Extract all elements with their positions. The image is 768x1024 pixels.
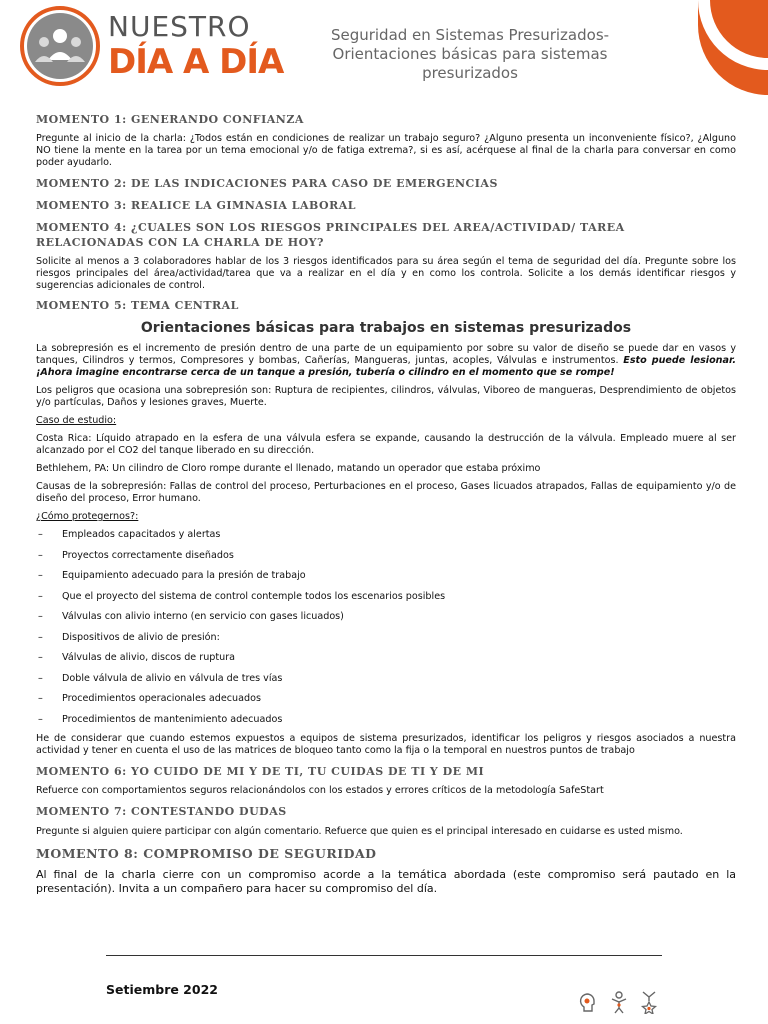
main-content xyxy=(36,110,736,896)
moment-6-title: MOMENTO 6: YO CUIDO DE MI Y DE TI, TU CUIDAS DE TI Y DE MI xyxy=(36,764,485,778)
moment-4-title: MOMENTO 4: ¿CUALES SON LOS RIESGOS PRINCIPALES DEL AREA/ACTIVIDAD/ TAREA RELACIONADAS CON LA CHARLA DE HOY? xyxy=(36,221,625,249)
list-item: – Procedimientos de mantenimiento adecuados xyxy=(36,714,736,726)
closing-consideration: He de considerar que cuando estemos expuestos a equipos de sistema presurizados, identificar los peligros y riesgos asociados a nuestra actividad y tener en cuenta el uso de las matrices de bloqueo tanto como la fija o la temporal en nuestros puntos de trabajo xyxy=(36,732,736,756)
moment-3-title: MOMENTO 3: REALICE LA GIMNASIA LABORAL xyxy=(36,199,357,212)
protection-label: ¿Cómo protegernos?: xyxy=(36,511,139,522)
list-item: – Proyectos correctamente diseñados xyxy=(36,550,736,562)
moment-8-title: MOMENTO 8: COMPROMISO DE SEGURIDAD xyxy=(36,845,377,861)
case-study-bethlehem: Bethlehem, PA: Un cilindro de Cloro rompe durante el llenado, matando un operador que estaba próximo xyxy=(36,463,541,474)
logo xyxy=(20,6,284,86)
logo-line2: DÍA A DÍA xyxy=(108,42,284,82)
document-title xyxy=(295,26,645,83)
overpressure-causes: Causas de la sobrepresión: Fallas de control del proceso, Perturbaciones en el proceso, Gases licuados atrapados, Fallas de equipamiento y/o de diseño del proceso, Error humano. xyxy=(36,481,736,504)
moment-4-text: Solicite al menos a 3 colaboradores hablar de los 3 riesgos identificados para su área según el tema de seguridad del día. Pregunte sobre los riesgos principales del área/actividad/tarea que va a realizar en el día y en como los controla. Solicite a los demás identificar riesgos y sugerencias adicionales de control. xyxy=(36,256,736,291)
title-line3: presurizados xyxy=(422,64,518,82)
overpressure-text: La sobrepresión es el incremento de presión dentro de una parte de un equipamiento por sobre su valor de diseño se puede dar en vasos y tanques, Cilindros y termos, Compresores y bombas, Cañerías, Mangueras, juntas, acoples, Válvulas e instrumentos. xyxy=(36,343,736,366)
moment-1-title: MOMENTO 1: GENERANDO CONFIANZA xyxy=(36,113,304,126)
title-line2: Orientaciones básicas para sistemas xyxy=(332,45,608,63)
logo-line1: NUESTRO xyxy=(108,10,251,43)
hazards-text: Los peligros que ocasiona una sobrepresión son: Ruptura de recipientes, cilindros, válvulas, Viboreo de mangueras, Desprendimiento de objetos y/o partículas, Daños y lesiones graves, Muerte. xyxy=(36,385,736,408)
moment-2-title: MOMENTO 2: DE LAS INDICACIONES PARA CASO DE EMERGENCIAS xyxy=(36,177,498,190)
head-icon xyxy=(578,992,596,1014)
star-person-icon xyxy=(640,990,658,1014)
page-header xyxy=(0,0,768,100)
moment-7-text: Pregunte si alguien quiere participar con algún comentario. Refuerce que quien es el principal interesado en cuidarse es usted mismo. xyxy=(36,825,683,837)
overpressure-emphasis: Esto puede lesionar. ¡Ahora imagine encontrarse cerca de un tanque a presión, tubería o cilindro en el momento que se rompe! xyxy=(36,355,736,378)
footer-date: Setiembre 2022 xyxy=(106,982,218,997)
protection-list xyxy=(36,529,736,726)
moment-8-text: Al final de la charla cierre con un compromiso acorde a la temática abordada (este compromiso será pautado en la presentación). Invita a un compañero para hacer su compromiso del día. xyxy=(36,867,736,895)
list-item: – Doble válvula de alivio en válvula de tres vías xyxy=(36,673,736,685)
case-study-label: Caso de estudio: xyxy=(36,415,117,426)
moment-1-text: Pregunte al inicio de la charla: ¿Todos están en condiciones de realizar un trabajo seguro? ¿Alguno presenta un inconveniente físico?, ¿Alguno NO tiene la mente en la tarea por un tema emocional y/o de fatiga extrema?, si es así, acérquese al final de la charla para conversar en como poder ayudarlo. xyxy=(36,133,736,168)
footer-icons xyxy=(578,990,668,1016)
list-item: – Válvulas de alivio, discos de ruptura xyxy=(36,652,736,664)
list-item: – Que el proyecto del sistema de control contemple todos los escenarios posibles xyxy=(36,591,736,603)
logo-people-icon xyxy=(20,6,100,86)
footer-divider xyxy=(106,955,662,956)
case-study-costa-rica: Costa Rica: Líquido atrapado en la esfera de una válvula esfera se expande, causando la destrucción de la válvula. Empleado muere al ser alcanzado por el CO2 del tanque liberado en su dirección. xyxy=(36,433,736,456)
moment-7-title: MOMENTO 7: CONTESTANDO DUDAS xyxy=(36,804,287,818)
list-item: – Empleados capacitados y alertas xyxy=(36,529,736,541)
corner-decoration-icon xyxy=(698,0,768,95)
person-icon xyxy=(610,990,628,1014)
moment-6-text: Refuerce con comportamientos seguros relacionándolos con los estados y errores críticos de la metodología SafeStart xyxy=(36,784,604,796)
list-item: – Dispositivos de alivio de presión: xyxy=(36,632,736,644)
central-topic-heading: Orientaciones básicas para trabajos en sistemas presurizados xyxy=(140,320,632,336)
list-item: – Procedimientos operacionales adecuados xyxy=(36,693,736,705)
moment-5-title: MOMENTO 5: TEMA CENTRAL xyxy=(36,299,239,312)
list-item: – Válvulas con alivio interno (en servicio con gases licuados) xyxy=(36,611,736,623)
list-item: – Equipamiento adecuado para la presión de trabajo xyxy=(36,570,736,582)
title-line1: Seguridad en Sistemas Presurizados- xyxy=(330,26,610,44)
overpressure-definition xyxy=(36,343,736,379)
